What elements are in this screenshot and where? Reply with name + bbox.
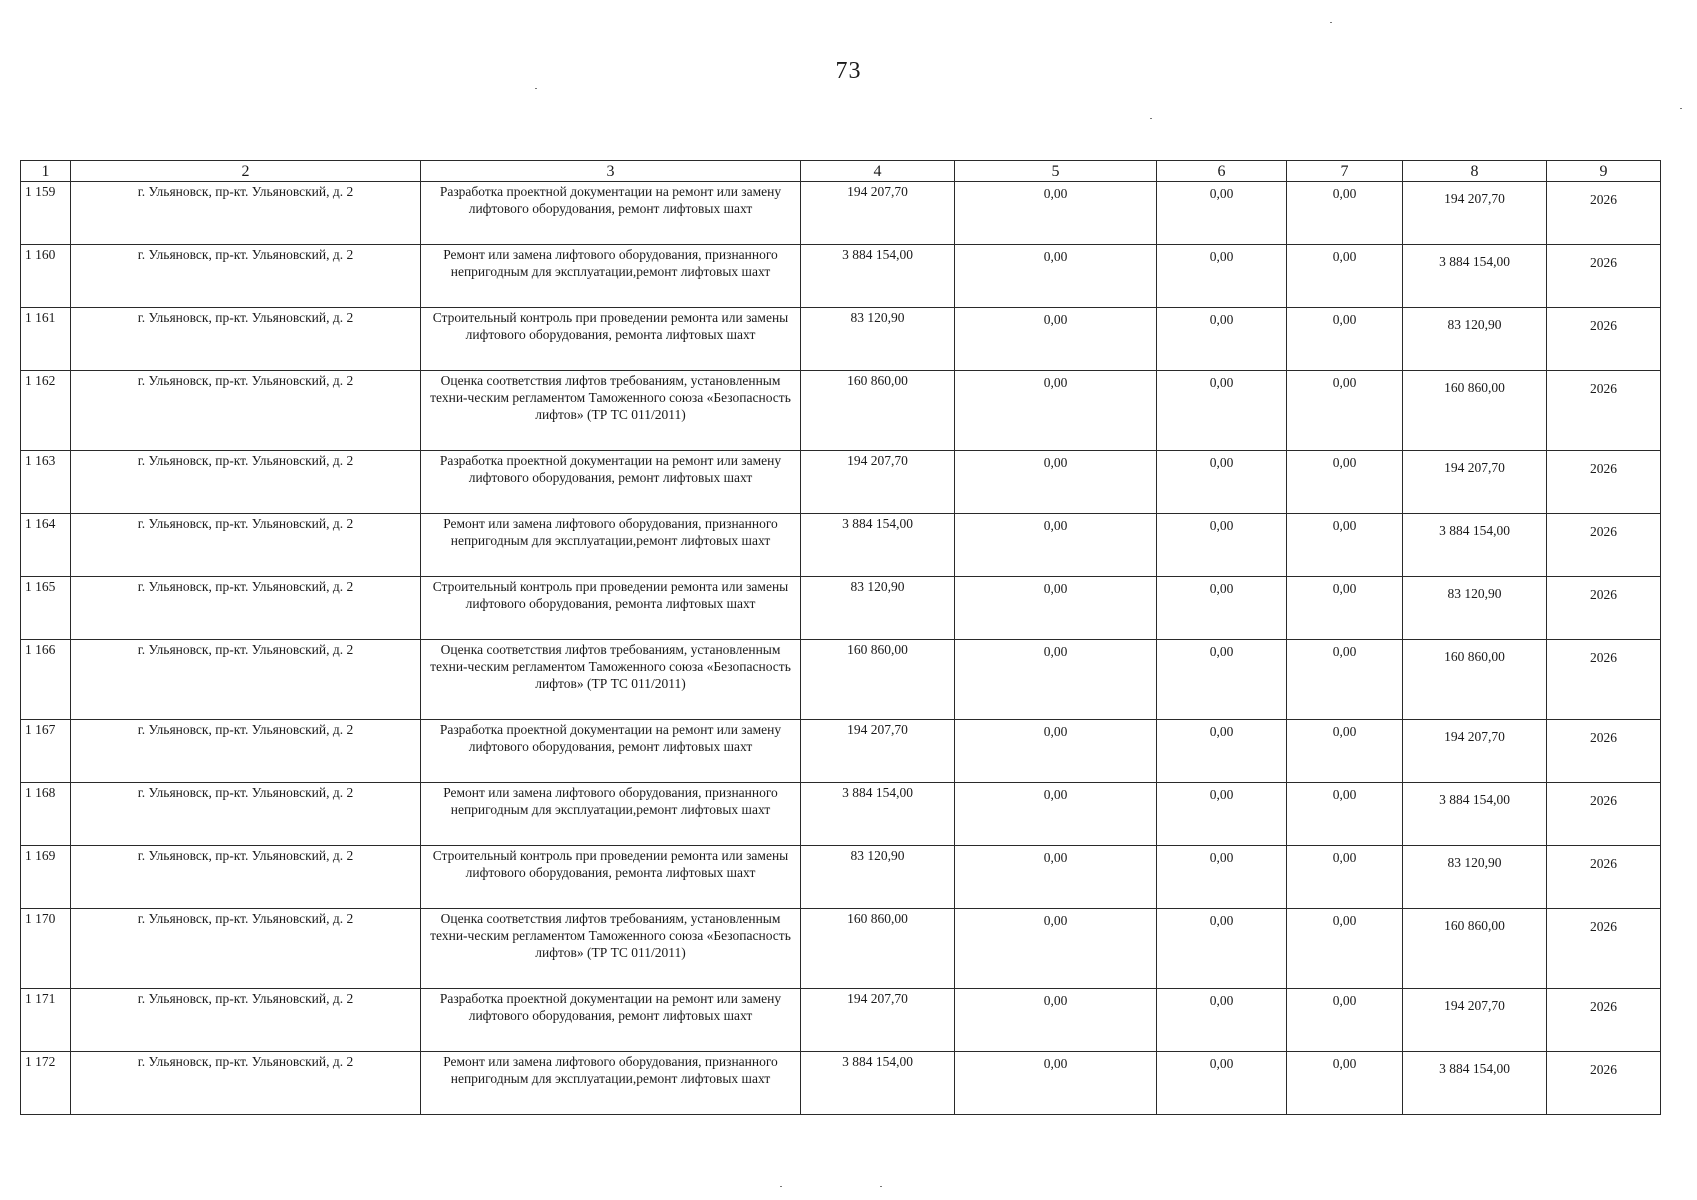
column-8-cell: 194 207,70 [1403,989,1547,1052]
column-7-cell: 0,00 [1287,308,1403,371]
row-number-cell: 1 170 [21,909,71,989]
column-6-cell: 0,00 [1157,640,1287,720]
column-5-cell: 0,00 [955,577,1157,640]
column-7-cell: 0,00 [1287,909,1403,989]
work-type-cell: Строительный контроль при проведении ремонта или замены лифтового оборудования, ремонта лифтовых шахт [421,308,801,371]
work-type-cell: Ремонт или замена лифтового оборудования, признанного непригодным для эксплуатации,ремонт лифтовых шахт [421,783,801,846]
column-7-cell: 0,00 [1287,1052,1403,1115]
page-number: 73 [835,58,862,84]
column-5-cell: 0,00 [955,846,1157,909]
row-number-cell: 1 168 [21,783,71,846]
column-6-cell: 0,00 [1157,846,1287,909]
works-table [20,160,1661,1115]
row-number-cell: 1 169 [21,846,71,909]
table-row [21,846,1661,909]
column-6-cell: 0,00 [1157,909,1287,989]
column-7-cell: 0,00 [1287,989,1403,1052]
work-type-cell: Разработка проектной документации на ремонт или замену лифтового оборудования, ремонт лифтовых шахт [421,720,801,783]
column-5-cell: 0,00 [955,640,1157,720]
table-row [21,1052,1661,1115]
year-cell: 2026 [1547,371,1661,451]
column-5-cell: 0,00 [955,451,1157,514]
address-cell: г. Ульяновск, пр-кт. Ульяновский, д. 2 [71,514,421,577]
work-type-cell: Ремонт или замена лифтового оборудования, признанного непригодным для эксплуатации,ремонт лифтовых шахт [421,514,801,577]
scan-speck [1330,22,1332,23]
column-5-cell: 0,00 [955,720,1157,783]
column-6-cell: 0,00 [1157,371,1287,451]
column-4-cell: 194 207,70 [801,182,955,245]
column-header: 6 [1157,161,1287,182]
header-row [21,161,1661,182]
column-5-cell: 0,00 [955,182,1157,245]
scan-speck [780,1186,782,1187]
column-7-cell: 0,00 [1287,514,1403,577]
work-type-cell: Оценка соответствия лифтов требованиям, установленным техни-ческим регламентом Таможенного союза «Безопасность лифтов» (ТР ТС 011/2011) [421,909,801,989]
scan-speck [1150,118,1152,119]
table-row [21,720,1661,783]
row-number-cell: 1 161 [21,308,71,371]
column-7-cell: 0,00 [1287,371,1403,451]
column-4-cell: 194 207,70 [801,451,955,514]
work-type-cell: Строительный контроль при проведении ремонта или замены лифтового оборудования, ремонта лифтовых шахт [421,577,801,640]
year-cell: 2026 [1547,846,1661,909]
row-number-cell: 1 171 [21,989,71,1052]
column-8-cell: 160 860,00 [1403,371,1547,451]
row-number-cell: 1 160 [21,245,71,308]
work-type-cell: Строительный контроль при проведении ремонта или замены лифтового оборудования, ремонта лифтовых шахт [421,846,801,909]
scan-speck [535,88,537,89]
column-8-cell: 3 884 154,00 [1403,783,1547,846]
scan-speck [880,1186,882,1187]
column-6-cell: 0,00 [1157,783,1287,846]
column-8-cell: 83 120,90 [1403,846,1547,909]
address-cell: г. Ульяновск, пр-кт. Ульяновский, д. 2 [71,1052,421,1115]
work-type-cell: Ремонт или замена лифтового оборудования, признанного непригодным для эксплуатации,ремонт лифтовых шахт [421,245,801,308]
column-4-cell: 83 120,90 [801,846,955,909]
year-cell: 2026 [1547,577,1661,640]
row-number-cell: 1 162 [21,371,71,451]
column-8-cell: 3 884 154,00 [1403,1052,1547,1115]
column-4-cell: 83 120,90 [801,308,955,371]
work-type-cell: Оценка соответствия лифтов требованиям, установленным техни-ческим регламентом Таможенного союза «Безопасность лифтов» (ТР ТС 011/2011) [421,371,801,451]
table-body [21,182,1661,1115]
address-cell: г. Ульяновск, пр-кт. Ульяновский, д. 2 [71,371,421,451]
work-type-cell: Разработка проектной документации на ремонт или замену лифтового оборудования, ремонт лифтовых шахт [421,182,801,245]
column-5-cell: 0,00 [955,989,1157,1052]
address-cell: г. Ульяновск, пр-кт. Ульяновский, д. 2 [71,909,421,989]
address-cell: г. Ульяновск, пр-кт. Ульяновский, д. 2 [71,308,421,371]
address-cell: г. Ульяновск, пр-кт. Ульяновский, д. 2 [71,640,421,720]
year-cell: 2026 [1547,451,1661,514]
column-4-cell: 3 884 154,00 [801,783,955,846]
address-cell: г. Ульяновск, пр-кт. Ульяновский, д. 2 [71,245,421,308]
address-cell: г. Ульяновск, пр-кт. Ульяновский, д. 2 [71,451,421,514]
column-6-cell: 0,00 [1157,514,1287,577]
column-6-cell: 0,00 [1157,308,1287,371]
column-5-cell: 0,00 [955,371,1157,451]
row-number-cell: 1 167 [21,720,71,783]
column-4-cell: 160 860,00 [801,909,955,989]
column-8-cell: 194 207,70 [1403,720,1547,783]
column-6-cell: 0,00 [1157,245,1287,308]
table-row [21,909,1661,989]
table-row [21,989,1661,1052]
work-type-cell: Ремонт или замена лифтового оборудования, признанного непригодным для эксплуатации,ремонт лифтовых шахт [421,1052,801,1115]
column-7-cell: 0,00 [1287,245,1403,308]
column-header: 2 [71,161,421,182]
table-row [21,783,1661,846]
column-8-cell: 160 860,00 [1403,909,1547,989]
table-row [21,514,1661,577]
row-number-cell: 1 166 [21,640,71,720]
column-header: 3 [421,161,801,182]
year-cell: 2026 [1547,909,1661,989]
column-5-cell: 0,00 [955,783,1157,846]
column-header: 8 [1403,161,1547,182]
table-row [21,182,1661,245]
column-8-cell: 83 120,90 [1403,308,1547,371]
year-cell: 2026 [1547,989,1661,1052]
column-7-cell: 0,00 [1287,182,1403,245]
column-7-cell: 0,00 [1287,451,1403,514]
column-7-cell: 0,00 [1287,846,1403,909]
row-number-cell: 1 165 [21,577,71,640]
column-header: 4 [801,161,955,182]
column-6-cell: 0,00 [1157,577,1287,640]
table-row [21,640,1661,720]
column-8-cell: 160 860,00 [1403,640,1547,720]
address-cell: г. Ульяновск, пр-кт. Ульяновский, д. 2 [71,182,421,245]
column-8-cell: 3 884 154,00 [1403,514,1547,577]
year-cell: 2026 [1547,640,1661,720]
column-6-cell: 0,00 [1157,989,1287,1052]
column-8-cell: 194 207,70 [1403,451,1547,514]
column-6-cell: 0,00 [1157,1052,1287,1115]
column-header: 1 [21,161,71,182]
column-5-cell: 0,00 [955,514,1157,577]
address-cell: г. Ульяновск, пр-кт. Ульяновский, д. 2 [71,577,421,640]
column-5-cell: 0,00 [955,245,1157,308]
year-cell: 2026 [1547,182,1661,245]
row-number-cell: 1 159 [21,182,71,245]
work-type-cell: Оценка соответствия лифтов требованиям, установленным техни-ческим регламентом Таможенного союза «Безопасность лифтов» (ТР ТС 011/2011) [421,640,801,720]
column-7-cell: 0,00 [1287,640,1403,720]
row-number-cell: 1 164 [21,514,71,577]
row-number-cell: 1 172 [21,1052,71,1115]
column-8-cell: 83 120,90 [1403,577,1547,640]
year-cell: 2026 [1547,308,1661,371]
column-4-cell: 160 860,00 [801,640,955,720]
year-cell: 2026 [1547,514,1661,577]
year-cell: 2026 [1547,1052,1661,1115]
column-5-cell: 0,00 [955,909,1157,989]
column-header: 5 [955,161,1157,182]
column-header: 9 [1547,161,1661,182]
row-number-cell: 1 163 [21,451,71,514]
column-5-cell: 0,00 [955,308,1157,371]
column-header: 7 [1287,161,1403,182]
column-7-cell: 0,00 [1287,577,1403,640]
table-row [21,577,1661,640]
table-row [21,308,1661,371]
year-cell: 2026 [1547,783,1661,846]
column-4-cell: 83 120,90 [801,577,955,640]
year-cell: 2026 [1547,245,1661,308]
work-type-cell: Разработка проектной документации на ремонт или замену лифтового оборудования, ремонт лифтовых шахт [421,989,801,1052]
column-4-cell: 194 207,70 [801,720,955,783]
column-8-cell: 194 207,70 [1403,182,1547,245]
table-row [21,245,1661,308]
column-7-cell: 0,00 [1287,783,1403,846]
address-cell: г. Ульяновск, пр-кт. Ульяновский, д. 2 [71,720,421,783]
column-4-cell: 194 207,70 [801,989,955,1052]
work-type-cell: Разработка проектной документации на ремонт или замену лифтового оборудования, ремонт лифтовых шахт [421,451,801,514]
column-6-cell: 0,00 [1157,451,1287,514]
column-4-cell: 3 884 154,00 [801,514,955,577]
address-cell: г. Ульяновск, пр-кт. Ульяновский, д. 2 [71,989,421,1052]
column-6-cell: 0,00 [1157,182,1287,245]
column-6-cell: 0,00 [1157,720,1287,783]
column-4-cell: 3 884 154,00 [801,1052,955,1115]
column-5-cell: 0,00 [955,1052,1157,1115]
address-cell: г. Ульяновск, пр-кт. Ульяновский, д. 2 [71,846,421,909]
scan-speck [1680,108,1682,109]
address-cell: г. Ульяновск, пр-кт. Ульяновский, д. 2 [71,783,421,846]
column-4-cell: 160 860,00 [801,371,955,451]
table-row [21,371,1661,451]
column-7-cell: 0,00 [1287,720,1403,783]
column-8-cell: 3 884 154,00 [1403,245,1547,308]
column-4-cell: 3 884 154,00 [801,245,955,308]
year-cell: 2026 [1547,720,1661,783]
table-row [21,451,1661,514]
